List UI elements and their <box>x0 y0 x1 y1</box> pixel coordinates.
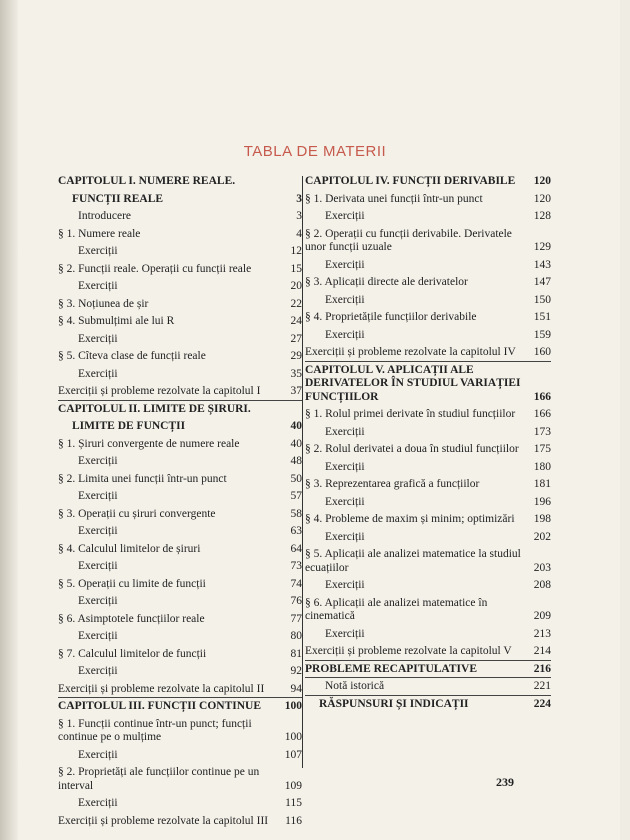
toc-entry-page: 129 <box>533 241 551 253</box>
toc-entry <box>305 645 551 659</box>
toc-entry-title: Exerciții <box>78 245 118 257</box>
section-divider <box>305 695 551 696</box>
toc-entry-title: Exerciții <box>78 525 118 537</box>
toc-right-column <box>305 175 551 715</box>
toc-entry-page: 100 <box>284 731 302 743</box>
toc-entry-page: 58 <box>290 507 302 520</box>
toc-entry-title: Exerciții <box>325 579 365 591</box>
toc-entry-title: § 5. Operații cu limite de funcții <box>58 577 206 590</box>
toc-entry <box>305 294 551 308</box>
toc-entry-title: Exerciții <box>325 328 365 341</box>
toc-entry-page: 22 <box>290 297 302 310</box>
toc-entry <box>305 408 551 422</box>
toc-entry-page: 214 <box>533 645 551 657</box>
toc-entry-title: Exerciții și probleme rezolvate la capitolul II <box>58 682 265 695</box>
toc-entry-page: 166 <box>533 408 551 420</box>
toc-entry <box>305 597 551 624</box>
toc-entry-page: 208 <box>533 579 551 591</box>
toc-entry-page: 81 <box>290 647 302 660</box>
toc-entry <box>58 420 302 434</box>
toc-entry-page: 224 <box>533 697 551 710</box>
toc-entry-title: § 2. Limita unei funcții într-un punct <box>58 472 227 485</box>
toc-entry-page: 120 <box>533 175 551 187</box>
toc-entry-title: § 2. Proprietăți ale funcțiilor continue pe un interval <box>58 766 260 792</box>
toc-entry-page: 48 <box>290 455 302 467</box>
toc-entry <box>58 193 302 207</box>
toc-entry <box>58 595 302 609</box>
toc-entry-page: 73 <box>290 560 302 572</box>
toc-entry-title: Introducere <box>78 210 131 222</box>
toc-entry-title: § 4. Submulțimi ale lui R <box>58 315 175 327</box>
toc-entry-page: 150 <box>533 293 551 306</box>
toc-entry-page: 209 <box>533 610 551 622</box>
toc-entry-page: 173 <box>533 425 551 438</box>
toc-entry-title: Exerciții <box>78 490 118 502</box>
toc-entry <box>58 613 302 627</box>
toc-entry <box>58 797 302 811</box>
toc-entry <box>58 315 302 329</box>
toc-entry <box>58 350 302 364</box>
toc-entry-title: § 2. Rolul derivatei a doua în studiul funcțiilor <box>305 443 519 455</box>
toc-entry-page: 120 <box>533 192 551 205</box>
toc-entry-title: Notă istorică <box>325 680 385 692</box>
toc-entry-title: § 5. Cîteva clase de funcții reale <box>58 350 206 362</box>
toc-entry-title: Exerciții <box>78 797 118 809</box>
toc-entry <box>58 525 302 539</box>
toc-entry <box>305 193 551 207</box>
toc-entry-title: § 6. Asimptotele funcțiilor reale <box>58 612 205 625</box>
toc-entry-title: Exerciții <box>78 595 118 607</box>
toc-entry-title: § 3. Reprezentarea grafică a funcțiilor <box>305 478 480 490</box>
toc-entry <box>305 478 551 492</box>
toc-entry <box>58 228 302 242</box>
toc-entry <box>305 698 551 712</box>
toc-entry <box>58 473 302 487</box>
toc-entry-title: Exerciții și probleme rezolvate la capitolul III <box>58 814 269 827</box>
toc-entry-title: Exerciții <box>325 258 365 271</box>
toc-entry <box>58 438 302 452</box>
toc-entry-title: § 4. Calculul limitelor de șiruri <box>58 542 201 555</box>
toc-entry-page: 57 <box>290 490 302 502</box>
toc-entry <box>58 333 302 347</box>
toc-entry-page: 37 <box>290 385 302 397</box>
toc-entry <box>305 443 551 457</box>
toc-entry-page: 109 <box>284 779 302 792</box>
toc-entry <box>58 815 302 829</box>
toc-entry-page: 40 <box>290 420 302 432</box>
toc-entry-page: 100 <box>284 700 302 712</box>
toc-entry-page: 107 <box>284 748 302 761</box>
toc-entry-page: 159 <box>533 328 551 341</box>
toc-entry <box>58 280 302 294</box>
toc-entry <box>305 276 551 290</box>
toc-entry <box>305 210 551 224</box>
section-divider <box>305 361 551 362</box>
section-divider <box>58 697 302 698</box>
toc-entry-title: § 2. Funcții reale. Operații cu funcții reale <box>58 262 252 275</box>
toc-entry-page: 3 <box>296 210 302 222</box>
toc-entry-title: Exerciții și probleme rezolvate la capitolul I <box>58 385 261 397</box>
toc-entry <box>58 630 302 644</box>
toc-entry-title: § 6. Aplicații ale analizei matematice în cinematică <box>305 596 488 622</box>
toc-entry <box>58 245 302 259</box>
toc-entry-page: 63 <box>290 525 302 537</box>
toc-entry-page: 147 <box>533 276 551 288</box>
toc-entry-page: 198 <box>533 513 551 525</box>
toc-entry-title: § 1. Rolul primei derivate în studiul funcțiilor <box>305 408 516 420</box>
toc-entry <box>305 228 551 255</box>
toc-entry-page: 213 <box>533 627 551 640</box>
toc-entry-page: 175 <box>533 443 551 455</box>
toc-entry-page: 202 <box>533 530 551 543</box>
toc-entry-page: 181 <box>533 478 551 490</box>
section-divider <box>58 400 302 401</box>
toc-entry <box>58 175 302 189</box>
toc-entry-title: § 4. Proprietățile funcțiilor derivabile <box>305 311 477 323</box>
toc-entry <box>305 496 551 510</box>
page-number: 239 <box>496 775 514 789</box>
toc-entry <box>58 749 302 763</box>
toc-entry <box>58 403 302 417</box>
toc-entry-title: CAPITOLUL V. APLICAȚII ALE DERIVATELOR ÎN STUDIUL VARIAȚIEI FUNCȚIILOR <box>305 363 521 403</box>
toc-entry-page: 12 <box>290 245 302 257</box>
toc-entry-page: 216 <box>533 662 551 675</box>
column-divider <box>302 176 303 768</box>
toc-entry-page: 74 <box>290 577 302 590</box>
toc-entry-title: Exerciții <box>325 293 365 306</box>
toc-entry <box>58 298 302 312</box>
toc-entry-page: 77 <box>290 612 302 625</box>
toc-entry <box>58 718 302 745</box>
toc-entry-page: 3 <box>296 192 302 205</box>
entry-spacer <box>305 711 551 715</box>
toc-entry-page: 196 <box>533 495 551 508</box>
toc-entry-page: 50 <box>290 472 302 485</box>
toc-entry-title: CAPITOLUL III. FUNCȚII CONTINUE <box>58 700 261 712</box>
toc-entry-page: 40 <box>290 437 302 450</box>
page-gutter-shadow <box>0 0 18 840</box>
toc-entry <box>305 628 551 642</box>
toc-entry <box>58 578 302 592</box>
toc-entry-page: 128 <box>533 210 551 222</box>
toc-entry-title: CAPITOLUL I. NUMERE REALE. <box>58 175 236 187</box>
toc-entry-title: CAPITOLUL IV. FUNCȚII DERIVABILE <box>305 175 516 187</box>
toc-entry-title: Exerciții <box>78 455 118 467</box>
toc-entry-title: Exerciții <box>78 280 118 292</box>
toc-entry-title: LIMITE DE FUNCȚII <box>72 420 186 432</box>
toc-entry <box>58 700 302 714</box>
toc-entry-title: § 4. Probleme de maxim și minim; optimizări <box>305 513 515 525</box>
toc-entry <box>58 560 302 574</box>
toc-entry <box>305 579 551 593</box>
toc-entry-title: FUNCȚII REALE <box>72 192 164 205</box>
toc-entry-title: Exerciții <box>325 460 365 473</box>
toc-entry <box>58 490 302 504</box>
toc-entry <box>305 426 551 440</box>
toc-entry-page: 94 <box>290 682 302 695</box>
toc-entry-page: 160 <box>533 346 551 358</box>
toc-entry-title: Exerciții <box>78 367 118 380</box>
toc-entry-page: 27 <box>290 332 302 345</box>
toc-entry-title: CAPITOLUL II. LIMITE DE ȘIRURI. <box>58 402 251 415</box>
toc-entry-title: RĂSPUNSURI ȘI INDICAȚII <box>319 697 469 710</box>
toc-entry-page: 29 <box>290 350 302 362</box>
toc-entry-page: 115 <box>285 797 302 809</box>
page-title: TABLA DE MATERII <box>243 143 387 160</box>
toc-entry <box>305 680 551 694</box>
toc-entry-title: § 7. Calculul limitelor de funcții <box>58 647 207 660</box>
toc-entry <box>305 461 551 475</box>
toc-entry-title: Exerciții <box>78 560 118 572</box>
toc-entry <box>58 385 302 399</box>
toc-entry-title: Exerciții <box>325 425 365 438</box>
toc-entry <box>58 263 302 277</box>
toc-entry-page: 92 <box>290 665 302 677</box>
toc-entry-title: § 1. Numere reale <box>58 227 141 240</box>
section-divider <box>305 660 551 661</box>
toc-entry <box>305 548 551 575</box>
toc-entry-page: 20 <box>290 280 302 292</box>
toc-entry-title: § 3. Aplicații directe ale derivatelor <box>305 276 468 288</box>
toc-entry <box>58 665 302 679</box>
toc-entry-page: 166 <box>533 390 551 403</box>
toc-entry <box>305 311 551 325</box>
toc-entry-page: 76 <box>290 595 302 607</box>
toc-entry-page: 203 <box>533 561 551 574</box>
entry-spacer <box>58 828 302 832</box>
toc-entry-title: § 2. Operații cu funcții derivabile. Derivatele unor funcții uzuale <box>305 227 512 253</box>
toc-entry-title: Exerciții <box>78 748 118 761</box>
toc-entry-title: Exerciții <box>325 210 365 222</box>
toc-entry <box>305 175 551 189</box>
toc-entry-page: 15 <box>290 262 302 275</box>
toc-entry-title: § 1. Șiruri convergente de numere reale <box>58 437 240 450</box>
toc-entry-title: Exerciții <box>78 332 118 345</box>
toc-entry-page: 24 <box>290 315 302 327</box>
toc-entry <box>58 766 302 793</box>
toc-entry <box>305 531 551 545</box>
toc-entry-title: Exerciții <box>325 627 365 640</box>
toc-entry-title: Exerciții <box>325 495 365 508</box>
toc-entry-title: Exerciții și probleme rezolvate la capitolul IV <box>305 346 516 358</box>
toc-entry <box>58 543 302 557</box>
toc-entry-title: Exerciții <box>78 630 118 642</box>
section-divider <box>305 677 551 678</box>
toc-entry <box>305 259 551 273</box>
toc-entry-page: 180 <box>533 460 551 473</box>
toc-entry-page: 221 <box>533 680 551 692</box>
toc-left-column <box>58 175 302 832</box>
toc-entry <box>58 368 302 382</box>
toc-entry-page: 80 <box>290 630 302 642</box>
toc-entry <box>58 508 302 522</box>
toc-entry-page: 116 <box>285 814 302 827</box>
toc-entry-title: § 3. Operații cu șiruri convergente <box>58 507 216 520</box>
toc-entry <box>305 513 551 527</box>
toc-entry-title: § 1. Funcții continue într-un punct; funcții continue pe o mulțime <box>58 717 252 743</box>
toc-entry <box>305 364 551 405</box>
toc-entry <box>305 663 551 677</box>
toc-entry-title: § 5. Aplicații ale analizei matematice la studiul ecuațiilor <box>305 548 521 574</box>
toc-entry-title: Exerciții <box>325 530 365 543</box>
toc-entry-title: § 3. Noțiunea de șir <box>58 297 149 310</box>
toc-entry <box>58 210 302 224</box>
toc-entry <box>58 648 302 662</box>
toc-entry-page: 143 <box>533 258 551 271</box>
toc-entry-page: 64 <box>290 542 302 555</box>
toc-entry <box>58 455 302 469</box>
toc-entry-title: Exerciții <box>78 665 118 677</box>
toc-entry-page: 4 <box>296 227 302 240</box>
toc-entry-page: 35 <box>290 367 302 380</box>
toc-entry <box>305 346 551 360</box>
toc-entry-title: § 1. Derivata unei funcții într-un punct <box>305 192 483 205</box>
toc-entry-page: 151 <box>533 311 551 323</box>
toc-entry <box>305 329 551 343</box>
toc-entry <box>58 683 302 697</box>
toc-entry-title: Exerciții și probleme rezolvate la capitolul V <box>305 645 512 657</box>
toc-entry-title: PROBLEME RECAPITULATIVE <box>305 662 477 675</box>
